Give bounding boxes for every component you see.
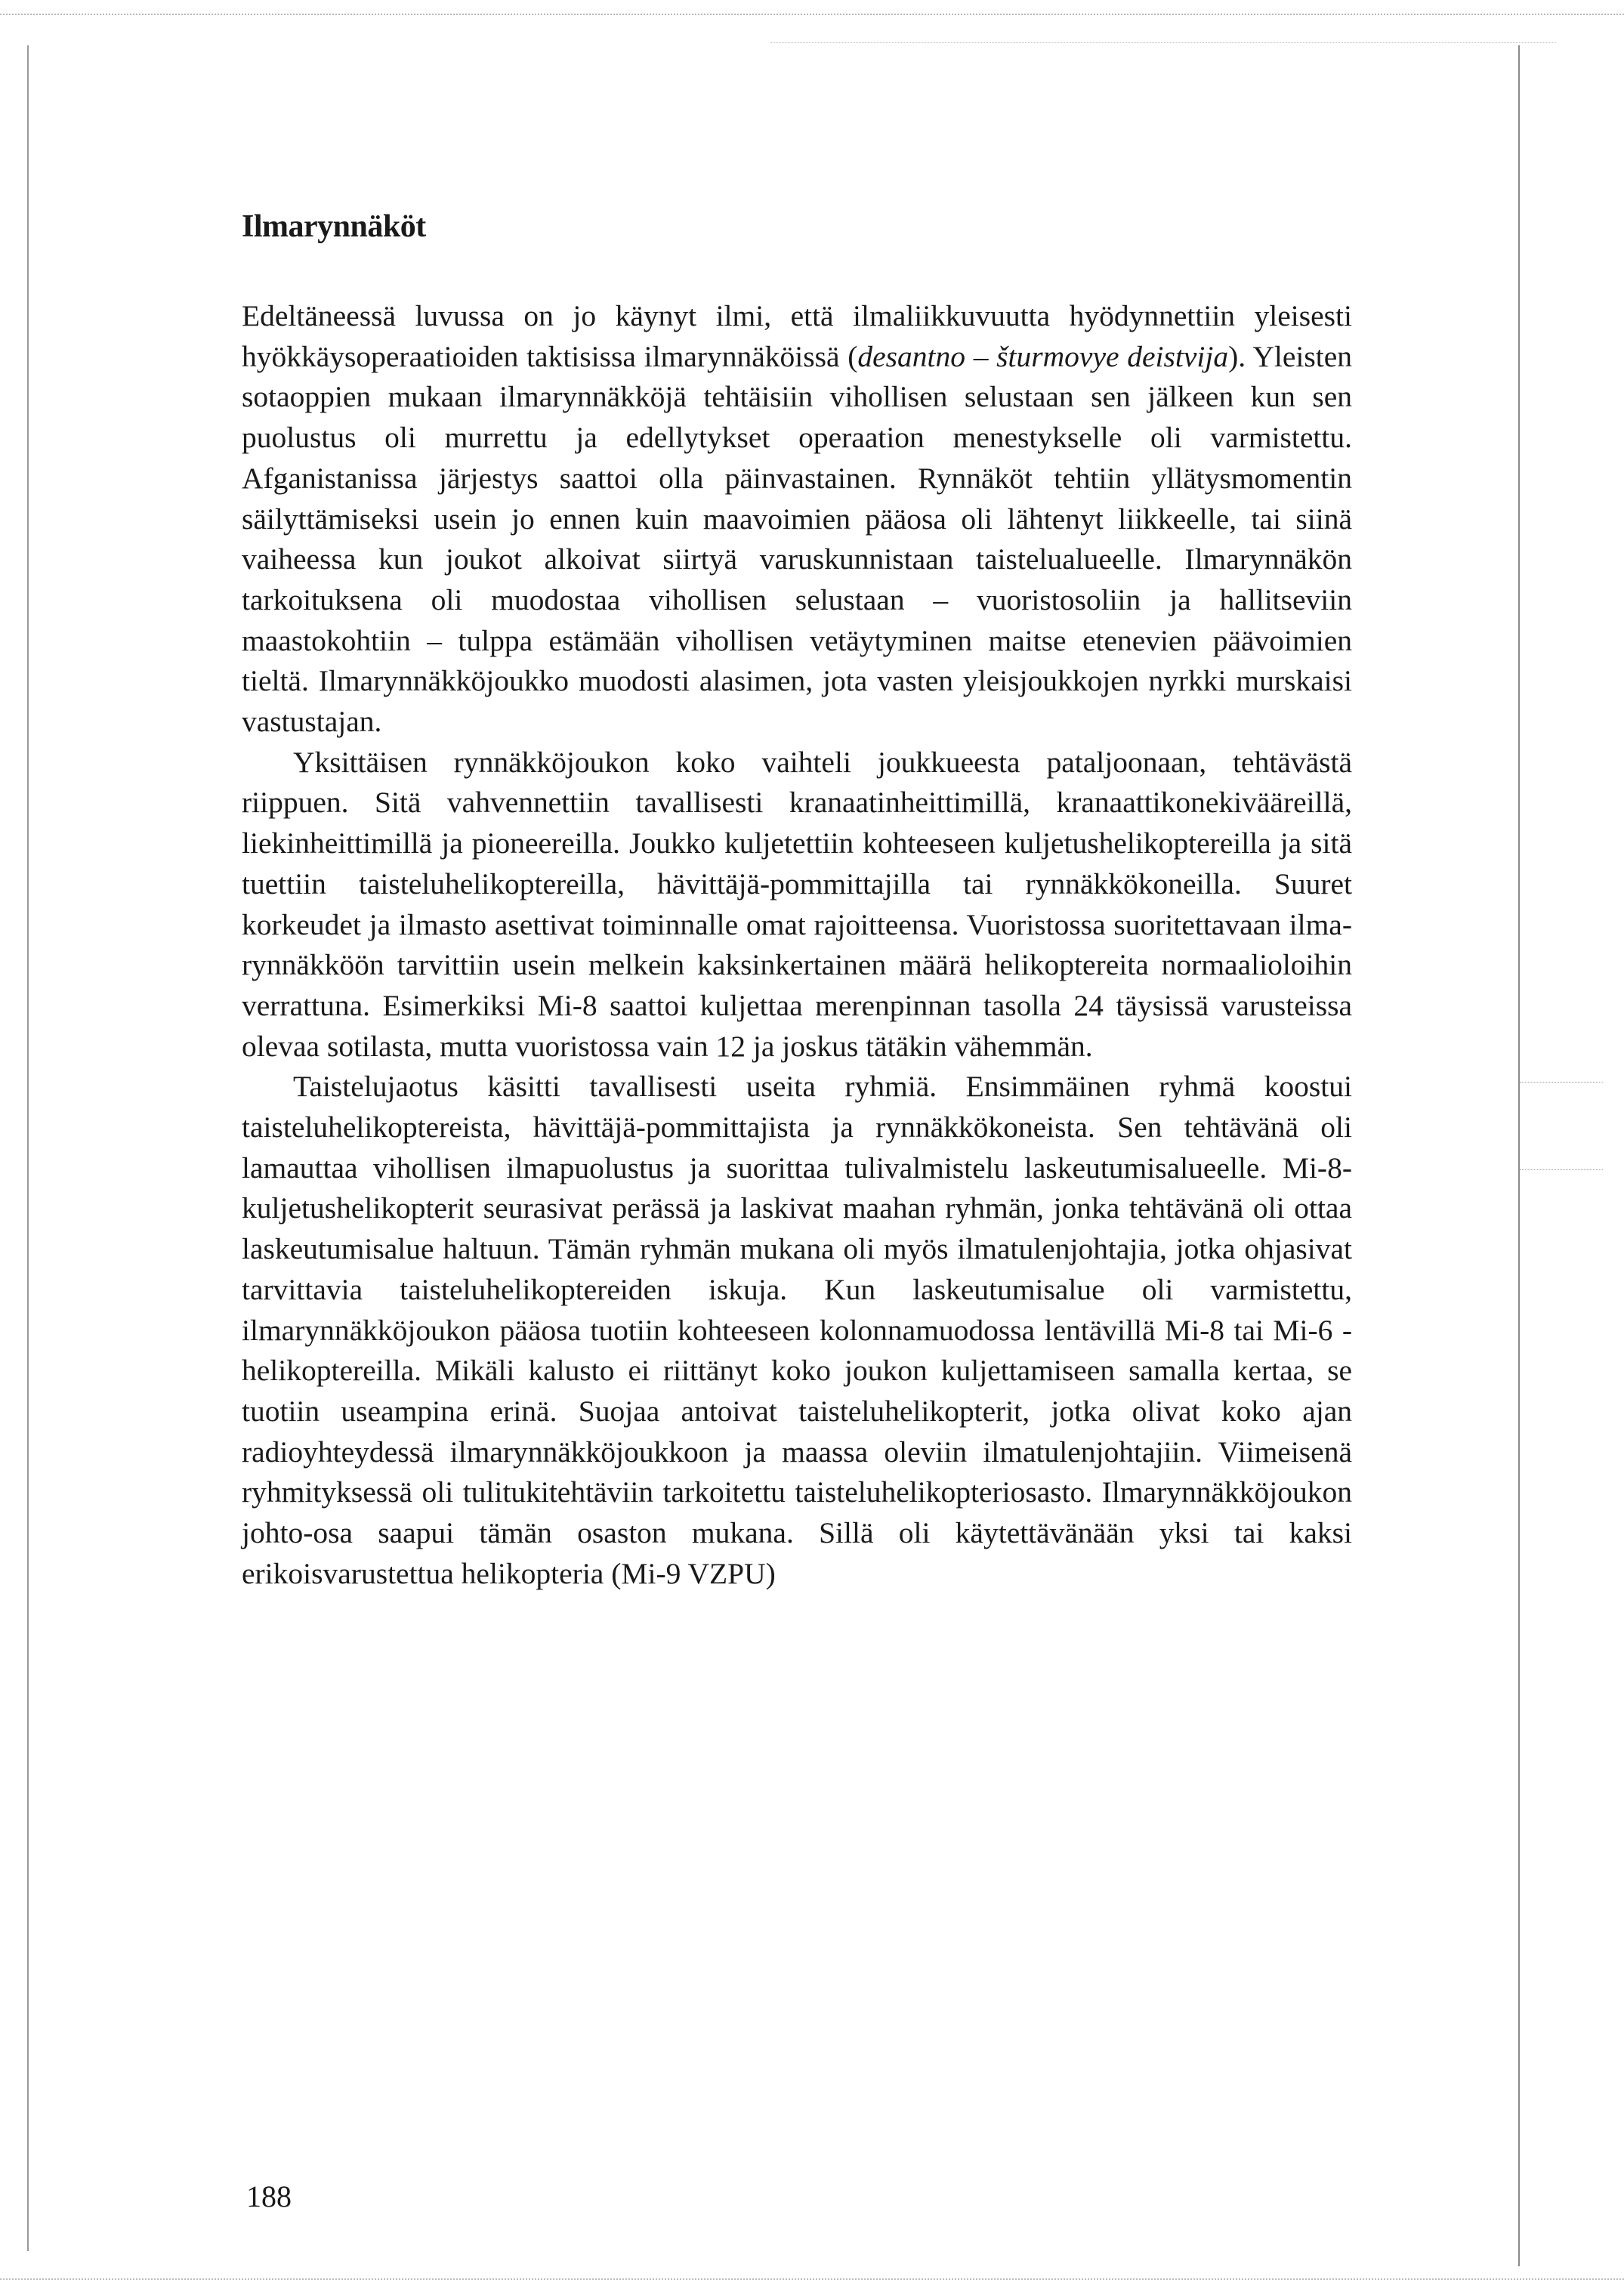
- scan-left-edge: [27, 45, 29, 2251]
- paragraph-3: [242, 1067, 1352, 1594]
- scan-top-edge-inner: [770, 42, 1556, 43]
- scan-top-edge: [0, 14, 1624, 15]
- page-body: [242, 204, 1352, 1595]
- paragraph-text: ). Yleisten sotaoppien mukaan ilmarynnäkköjä tehtäisiin vihollisen selustaan sen jälkeen kun sen puolustus oli murrettu ja edellytykset operaation menestykselle oli varmistettu. Afganistanissa järjestys saattoi olla päinvastainen. Rynnäköt tehtiin yllätysmomentin säilyttämiseksi usein jo ennen kuin maavoimien pääosa oli lähtenyt liikkeelle, tai siinä vaiheessa kun joukot alkoivat siirtyä varuskunnistaan taistelualueelle. Ilmarynnäkön tarkoituksena oli muodostaa vihollisen selustaan – vuoristosoliin ja hallitseviin maastokohtiin – tulppa estämään vihollisen vetäytyminen maitse etenevien päävoimien tieltä. Ilmarynnäkköjoukko muodosti alasimen, jota vasten yleisjoukkojen nyrkki murskaisi vastustajan.: [242, 339, 1352, 739]
- paragraph-text: Edeltäneessä luvussa on jo käynyt ilmi, että ilmaliikkuvuutta hyödynnettiin yleisesti hyökkäysoperaatioiden taktisissa ilmarynnäköissä (: [242, 299, 1352, 373]
- paragraph-text: Taistelujaotus käsitti tavallisesti useita ryhmiä. Ensimmäinen ryhmä koostui taisteluhelikoptereista, hävittäjä-pommittajista ja rynnäkkökoneista. Sen tehtävänä oli lamauttaa vihollisen ilmapuolustus ja suorittaa tulivalmistelu laskeutumisalueelle. Mi-8-kuljetushelikopterit seurasivat perässä ja laskivat maahan ryhmän, jonka tehtävänä oli ottaa laskeutumisalue haltuun. Tämän ryhmän mukana oli myös ilmatulenjohtajia, jotka ohjasivat tarvittavia taisteluhelikoptereiden iskuja. Kun laskeutumisalue oli varmistettu, ilmarynnäkköjoukon pääosa tuotiin kohteeseen kolonnamuodossa lentävillä Mi-8 tai Mi-6 -helikoptereilla. Mikäli kalusto ei riittänyt koko joukon kuljettamiseen samalla kertaa, se tuotiin useampina erinä. Suojaa antoivat taisteluhelikopterit, jotka olivat koko ajan radioyhteydessä ilmarynnäkköjoukkoon ja maassa oleviin ilmatulenjohtajiin. Viimeisenä ryhmityksessä oli tulitukitehtäviin tarkoitettu taisteluhelikopteriosasto. Ilmarynnäkköjoukon johto-osa saapui tämän osaston mukana. Sillä oli käytettävänään yksi tai kaksi erikoisvarustettua helikopteria (Mi-9 VZPU): [242, 1070, 1352, 1590]
- section-heading: Ilmarynnäköt: [242, 209, 426, 244]
- margin-scan-mark: [1520, 1082, 1603, 1083]
- paragraph-text: Yksittäisen rynnäkköjoukon koko vaihteli joukkueesta pataljoonaan, tehtävästä riippuen. Sitä vahvennettiin tavallisesti kranaatinheittimillä, kranaattikonekivääreillä, liekinheittimillä ja pioneereilla. Joukko kuljetettiin kohteeseen kuljetushelikoptereilla ja sitä tuettiin taisteluhelikoptereilla, hävittäjä-pommittajilla tai rynnäkkökoneilla. Suuret korkeudet ja ilmasto asettivat toiminnalle omat rajoitteensa. Vuoristossa suoritettavaan ilmarynnäkköön tarvittiin usein melkein kaksinkertainen määrä helikoptereita normaalioloihin verrattuna. Esimerkiksi Mi-8 saattoi kuljettaa merenpinnan tasolla 24 täysissä varusteissa olevaa sotilasta, mutta vuoristossa vain 12 ja joskus tätäkin vähemmän.: [242, 745, 1352, 1063]
- paragraph-2: [242, 743, 1352, 1067]
- scan-bottom-edge: [0, 2278, 1624, 2280]
- scan-right-edge: [1518, 45, 1520, 2266]
- paragraph-text-italic: desantno – šturmovye deistvija: [857, 339, 1229, 373]
- page-number: 188: [246, 2179, 292, 2213]
- margin-scan-mark: [1520, 1169, 1603, 1170]
- paragraph-1: [242, 296, 1352, 743]
